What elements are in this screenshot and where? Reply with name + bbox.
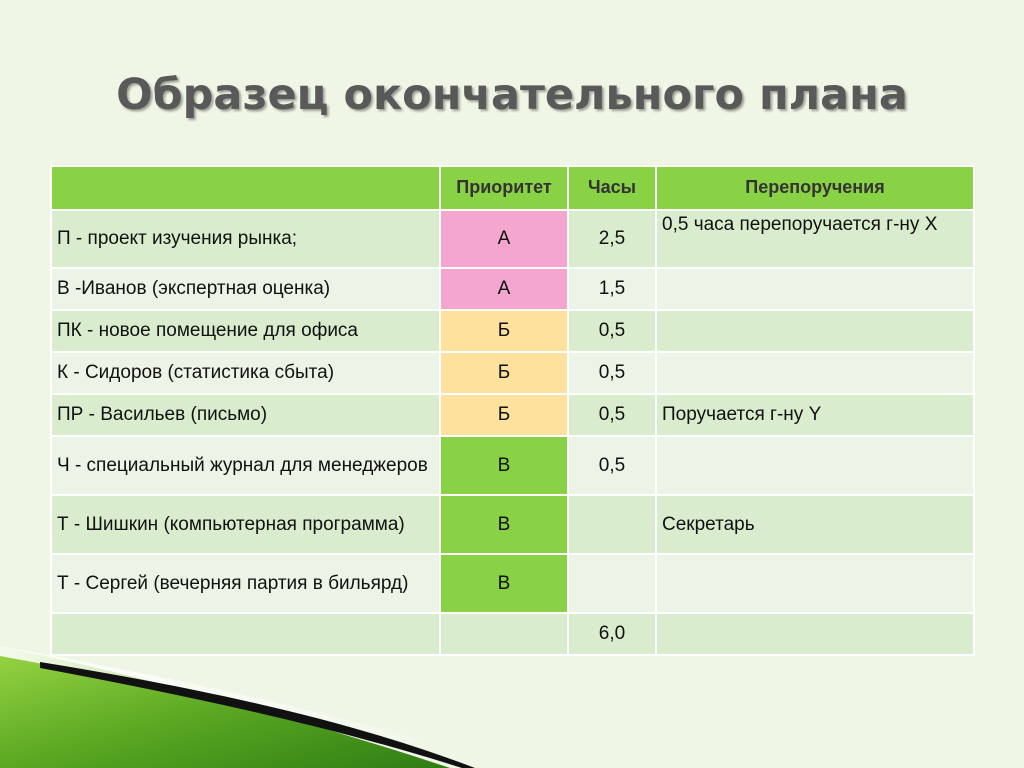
priority-cell: В: [440, 495, 568, 554]
header-delegation: Перепоручения: [656, 166, 974, 210]
table-row: [51, 495, 974, 554]
table-row: [51, 352, 974, 394]
priority-cell: В: [440, 436, 568, 495]
slide-title: Образец окончательного плана: [116, 70, 908, 120]
table-body: [51, 210, 974, 655]
priority-cell: Б: [440, 352, 568, 394]
task-cell: ПК - новое помещение для офиса: [51, 310, 440, 352]
delegation-cell: 0,5 часа перепоручается г-ну X: [656, 210, 974, 268]
table-row: [51, 394, 974, 436]
hours-cell: 1,5: [568, 268, 656, 310]
decorative-swoosh: [0, 640, 1024, 768]
table-row: [51, 436, 974, 495]
header-priority: Приоритет: [440, 166, 568, 210]
header-task: [51, 166, 440, 210]
priority-cell: А: [440, 210, 568, 268]
hours-cell: 0,5: [568, 352, 656, 394]
delegation-cell: Секретарь: [656, 495, 974, 554]
task-cell: В -Иванов (экспертная оценка): [51, 268, 440, 310]
priority-cell: Б: [440, 310, 568, 352]
hours-cell: 0,5: [568, 436, 656, 495]
table-row: [51, 310, 974, 352]
plan-table: [50, 165, 975, 656]
task-cell: П - проект изучения рынка;: [51, 210, 440, 268]
delegation-cell: [656, 436, 974, 495]
hours-cell: 0,5: [568, 310, 656, 352]
priority-cell: А: [440, 268, 568, 310]
hours-cell: 2,5: [568, 210, 656, 268]
task-cell: Т - Сергей (вечерняя партия в бильярд): [51, 554, 440, 613]
task-cell: К - Сидоров (статистика сбыта): [51, 352, 440, 394]
priority-cell: Б: [440, 394, 568, 436]
hours-cell: 0,5: [568, 394, 656, 436]
table-row: [51, 268, 974, 310]
task-cell: ПР - Васильев (письмо): [51, 394, 440, 436]
delegation-cell: Поручается г-ну Y: [656, 394, 974, 436]
hours-cell: [568, 554, 656, 613]
table-row: [51, 554, 974, 613]
total-hours-cell: 6,0: [568, 613, 656, 655]
delegation-cell: [656, 310, 974, 352]
table-row: [51, 210, 974, 268]
task-cell: Ч - специальный журнал для менеджеров: [51, 436, 440, 495]
delegation-cell: [656, 554, 974, 613]
table-header-row: [51, 166, 974, 210]
delegation-cell: [656, 352, 974, 394]
hours-cell: [568, 495, 656, 554]
task-cell: Т - Шишкин (компьютерная программа): [51, 495, 440, 554]
priority-cell: В: [440, 554, 568, 613]
delegation-cell: [656, 268, 974, 310]
header-hours: Часы: [568, 166, 656, 210]
